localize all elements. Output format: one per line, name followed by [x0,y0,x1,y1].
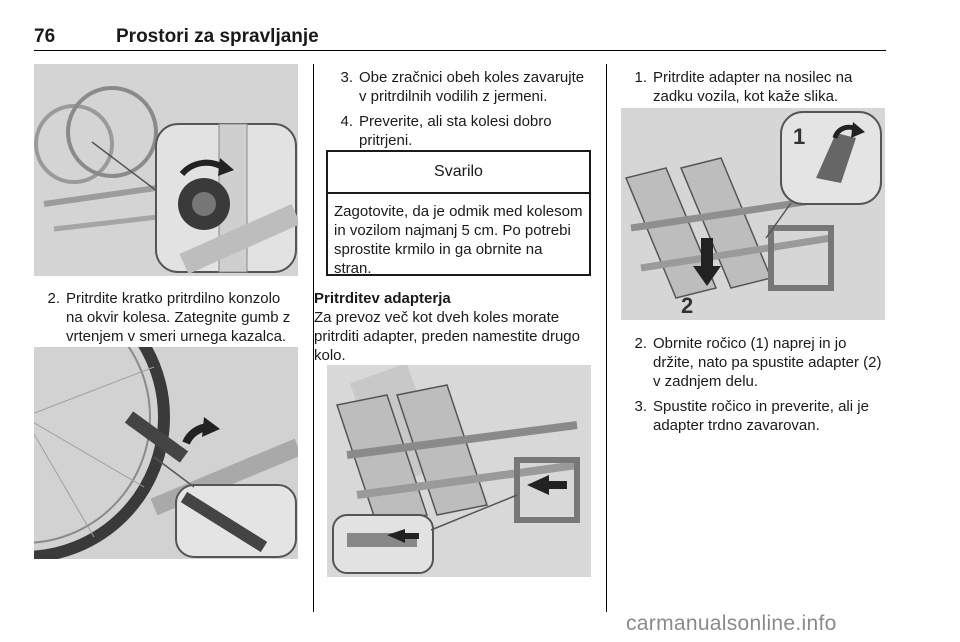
adapter-lever-illustration [621,108,885,320]
adapter-carrier-illustration [327,365,591,577]
step-text: Obrnite ročico (1) naprej in jo držite, nato pa spustite adapter (2) v zadnjem delu. [653,335,882,390]
wheel-strap-illustration [34,347,298,559]
page-title: Prostori za spravljanje [116,26,319,47]
watermark: carmanualsonline.info [626,612,837,635]
header-rule [34,50,886,51]
step-number: 2. [634,335,647,352]
col3-step-3 [621,397,887,435]
step-number: 4. [340,113,353,130]
page-header [34,22,886,50]
section-text: Za prevoz več kot dveh koles morate pritrditi adapter, preden namestite drugo kolo. [314,309,580,364]
col3-step-2 [621,334,887,391]
step-number: 3. [634,398,647,415]
step-text: Preverite, ali sta kolesi dobro pritrjeni. [359,113,552,149]
figure-adapter-carrier [327,365,591,577]
step-number: 2. [47,290,60,307]
figure-bike-clamp [34,64,298,276]
callout-label-2: 2 [681,293,694,318]
callout-label-1: 1 [793,124,806,149]
adapter-section [314,289,596,365]
column-divider-2 [606,64,607,612]
page-number: 76 [34,26,56,47]
step-number: 3. [340,69,353,86]
warning-text: Zagotovite, da je odmik med kolesom in vozilom najmanj 5 cm. Po potrebi sprostite krmilo in ga obrnite na stran. [334,203,583,277]
figure-wheel-strap [34,347,298,559]
bike-clamp-illustration [34,64,298,276]
step-text: Spustite ročico in preverite, ali je adapter trdno zavarovan. [653,398,869,434]
section-heading: Pritrditev adapterja [314,290,451,307]
col2-step-3 [327,68,593,106]
col1-step-2 [34,289,300,346]
col2-step-4 [327,112,593,150]
step-number: 1. [634,69,647,86]
warning-box [326,150,591,276]
step-text: Obe zračnici obeh koles zavarujte v pritrdilnih vodilih z jermeni. [359,69,585,105]
col2-steps [327,68,593,150]
step-text: Pritrdite kratko pritrdilno konzolo na okvir kolesa. Zategnite gumb z vrtenjem v smeri urnega kazalca. [66,290,291,345]
warning-heading: Svarilo [328,152,589,194]
col3-steps [621,334,887,435]
col3-step-1 [621,68,887,106]
figure-adapter-lever [621,108,885,320]
step-text: Pritrdite adapter na nosilec na zadku vozila, kot kaže slika. [653,69,853,105]
